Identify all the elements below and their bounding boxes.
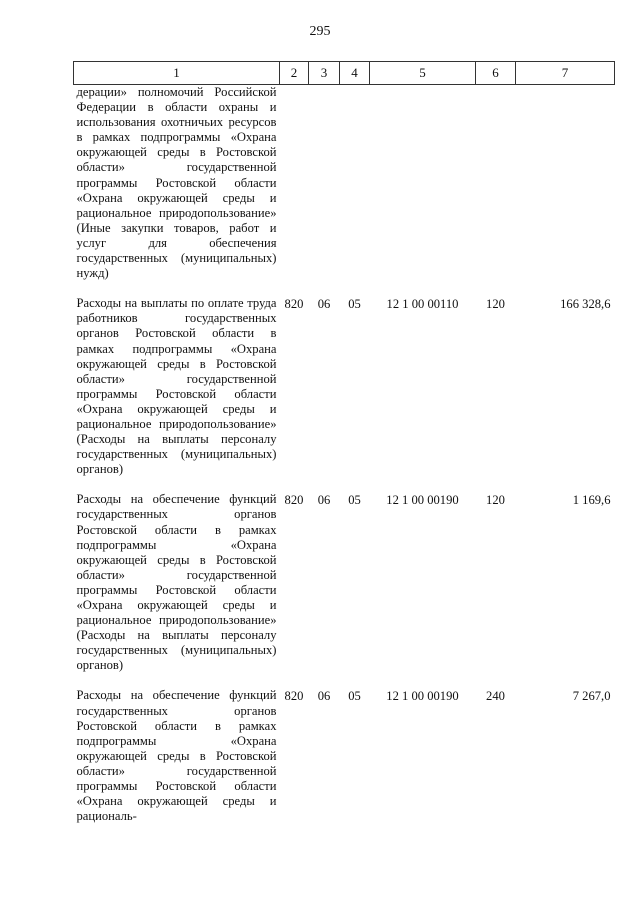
header-col-6: 6: [476, 62, 516, 85]
row-section: 06: [317, 297, 331, 312]
budget-table: [73, 61, 615, 824]
row-description: Расходы на обеспечение функций государственных органов Ростовской области в рамках подпрограммы «Охрана окружающей среды в Ростовской области» государственной программы Ростовской области «Охрана окружающей среды и рациональ-: [76, 688, 277, 824]
row-subsection: [340, 85, 370, 282]
header-col-7: 7: [516, 62, 615, 85]
row-subsection: 05: [348, 297, 361, 312]
header-col-5: 5: [370, 62, 476, 85]
row-expense-type: 120: [486, 297, 505, 312]
row-expense-type: [476, 85, 516, 282]
row-subsection: 05: [348, 689, 361, 704]
row-amount: 166 328,6: [560, 297, 611, 312]
table-header-row: [74, 62, 615, 85]
row-description: Расходы на выплаты по оплате труда работников государственных органов Ростовской области в рамках подпрограммы «Охрана окружающей среды в Ростовской области» государственной программы Ростовской области «Охрана окружающей среды и рациональное природопользование» (Расходы на выплаты персоналу государственных (муниципальных) органов): [76, 296, 277, 477]
row-description: дерации» полномочий Российской Федерации в области охраны и использования охотничьих ресурсов в рамках подпрограммы «Охрана окружающей среды в Ростовской области» государственной программы Ростовской области «Охрана окружающей среды и рациональное природопользование» (Иные закупки товаров, работ и услуг для обеспечения государственных (муниципальных) нужд): [76, 85, 277, 281]
header-col-1: 1: [74, 62, 280, 85]
row-amount: [516, 85, 615, 282]
header-col-3: 3: [309, 62, 340, 85]
row-ministry: 820: [284, 493, 304, 508]
row-target: 12 1 00 00190: [386, 493, 459, 508]
row-section: 06: [317, 689, 331, 704]
row-target: [370, 85, 476, 282]
row-subsection: 05: [348, 493, 361, 508]
row-expense-type: 240: [486, 689, 505, 704]
row-ministry: [280, 85, 309, 282]
header-col-2: 2: [280, 62, 309, 85]
row-description: Расходы на обеспечение функций государственных органов Ростовской области в рамках подпрограммы «Охрана окружающей среды в Ростовской области» государственной программы Ростовской области «Охрана окружающей среды и рациональное природопользование» (Расходы на выплаты персоналу государственных (муниципальных) органов): [76, 492, 277, 673]
table-row: [74, 688, 615, 824]
row-expense-type: 120: [486, 493, 505, 508]
table-row: [74, 492, 615, 673]
header-col-4: 4: [340, 62, 370, 85]
row-target: 12 1 00 00190: [386, 689, 459, 704]
page-number: 295: [309, 24, 331, 39]
row-amount: 1 169,6: [572, 493, 611, 508]
table-row: [74, 296, 615, 477]
table-row: [74, 85, 615, 282]
row-ministry: 820: [284, 689, 304, 704]
row-amount: 7 267,0: [572, 689, 611, 704]
row-section: [309, 85, 340, 282]
row-ministry: 820: [284, 297, 304, 312]
row-section: 06: [317, 493, 331, 508]
row-target: 12 1 00 00110: [386, 297, 459, 312]
